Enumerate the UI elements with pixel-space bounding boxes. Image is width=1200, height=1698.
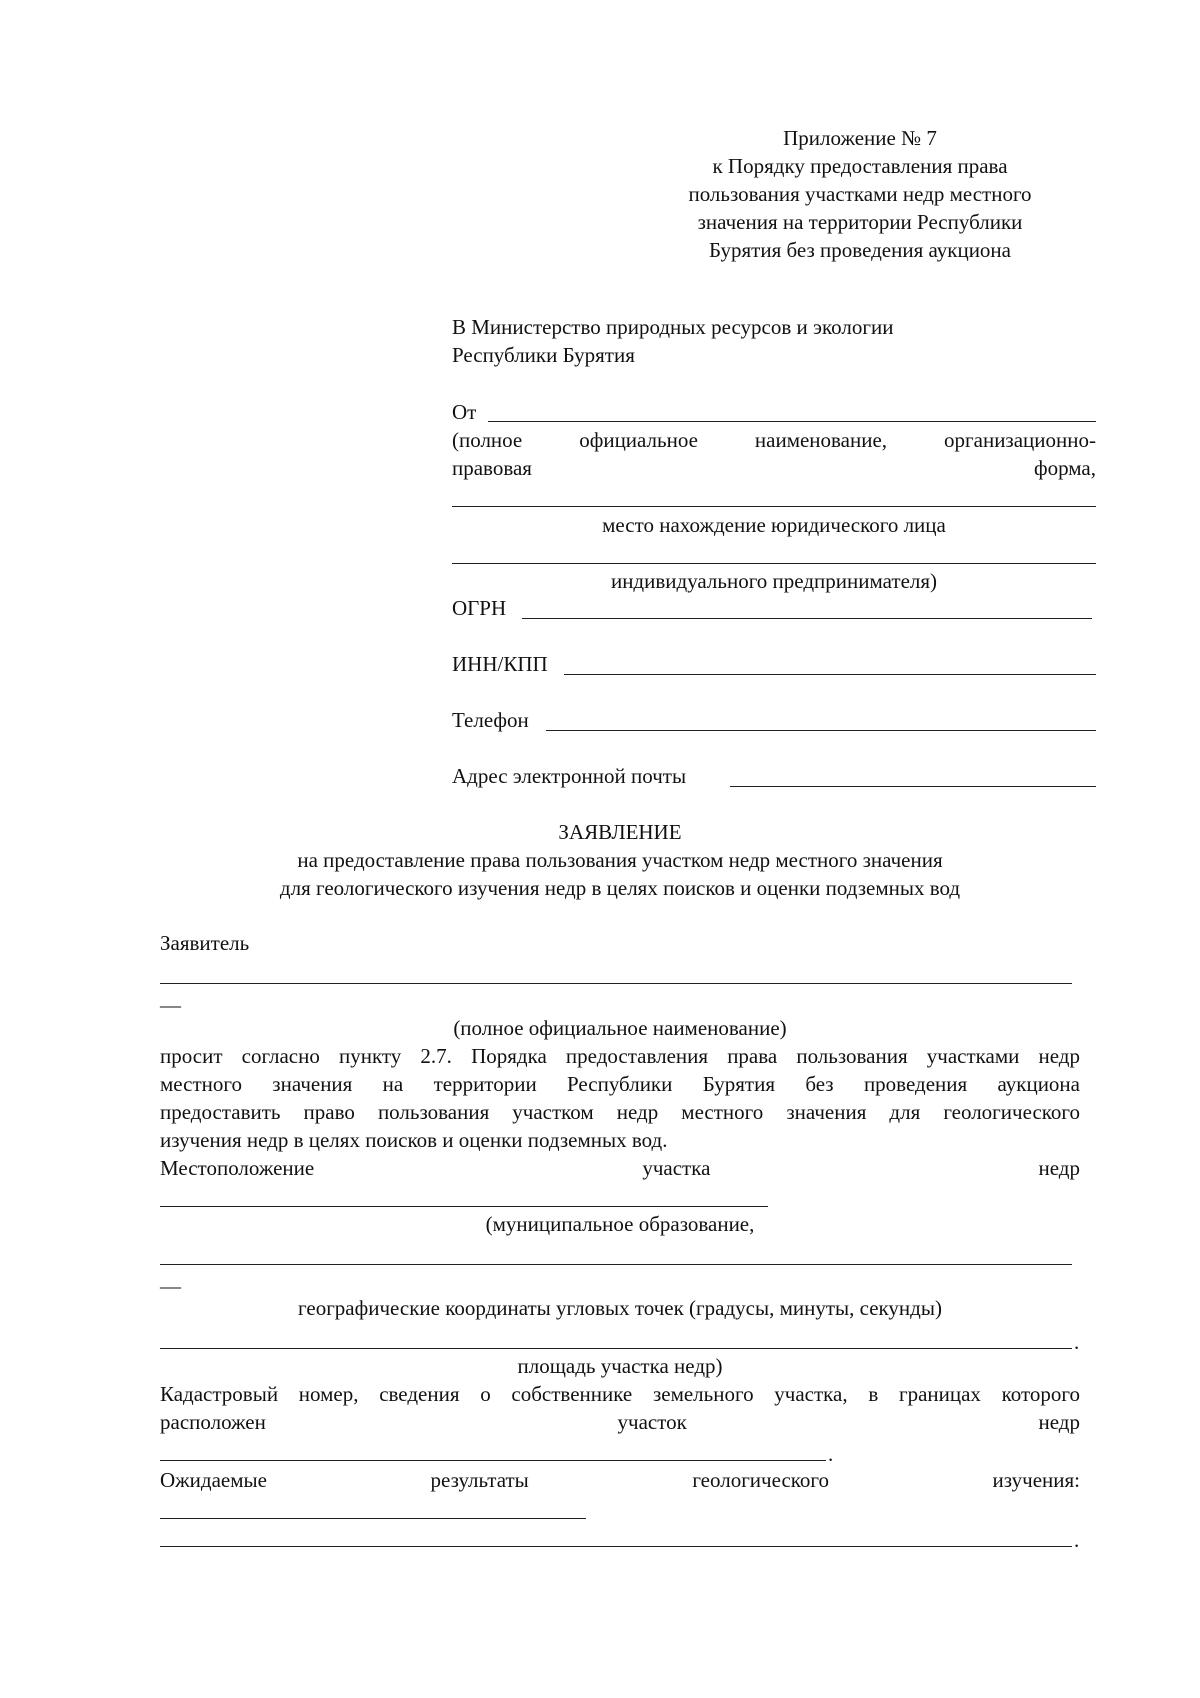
caption-word: официальное	[579, 428, 698, 452]
caption-word: (полное	[452, 428, 523, 452]
request-line: местного значения на территории Республики Бурятия без проведения аукциона	[160, 1072, 1080, 1096]
appendix-line: Бурятия без проведения аукциона	[708, 238, 1011, 262]
request-line: предоставить право пользования участком недр местного значения для геологического	[160, 1100, 1080, 1124]
coordinates-caption: географические координаты угловых точек (градусы, минуты, секунды)	[298, 1296, 942, 1320]
phone-label: Телефон	[452, 708, 529, 732]
municipality-caption: (муниципальное образование,	[485, 1212, 755, 1236]
expected-results-heading	[160, 1466, 1080, 1494]
caption-entrepreneur: индивидуального предпринимателя)	[610, 569, 938, 593]
caption-name-form	[452, 426, 1096, 454]
cadastral-line: Кадастровый номер, сведения о собственнике земельного участка, в границах которого	[160, 1382, 1080, 1406]
phone-field[interactable]	[546, 730, 1096, 731]
expected-word: результаты	[430, 1468, 529, 1492]
inn-label: ИНН/КПП	[452, 652, 548, 676]
applicant-field[interactable]	[160, 983, 1072, 984]
location-word: Местоположение	[160, 1156, 315, 1180]
caption-word: организационно-	[944, 428, 1096, 452]
coordinates-field[interactable]	[160, 1348, 1072, 1349]
appendix-line: Приложение № 7	[783, 126, 937, 150]
location-word: участка	[642, 1156, 711, 1180]
period: .	[828, 1442, 834, 1466]
ogrn-label: ОГРН	[452, 596, 507, 620]
cadastral-word: участок	[617, 1410, 687, 1434]
applicant-label: Заявитель	[160, 931, 250, 955]
document-subtitle: на предоставление права пользования участком недр местного значения	[297, 848, 943, 872]
caption-location: место нахождение юридического лица	[602, 513, 946, 537]
area-caption: площадь участка недр)	[517, 1354, 723, 1378]
appendix-block	[600, 124, 1120, 264]
appendix-line: значения на территории Республики	[697, 210, 1023, 234]
email-label: Адрес электронной почты	[452, 764, 687, 788]
document-title: ЗАЯВЛЕНИЕ	[558, 820, 682, 844]
expected-word: Ожидаемые	[160, 1468, 267, 1492]
document-subtitle: для геологического изучения недр в целях поисков и оценки подземных вод	[279, 876, 961, 900]
from-field[interactable]	[488, 421, 1096, 422]
cadastral-word: недр	[1038, 1410, 1080, 1434]
caption-form-line2	[452, 454, 1096, 482]
expected-results-field-2[interactable]	[160, 1546, 1072, 1547]
expected-word: геологического	[692, 1468, 829, 1492]
expected-word: изучения:	[992, 1468, 1080, 1492]
caption-word: форма,	[1033, 456, 1096, 480]
cadastral-line2	[160, 1408, 1080, 1436]
location-field[interactable]	[452, 563, 1096, 564]
addressee-line: В Министерство природных ресурсов и экологии	[452, 315, 894, 339]
ogrn-field[interactable]	[522, 618, 1092, 619]
from-label: От	[452, 400, 477, 424]
caption-word: правовая	[452, 456, 532, 480]
cadastral-field[interactable]	[160, 1460, 826, 1461]
dash: —	[160, 1274, 181, 1298]
caption-word: наименование,	[754, 428, 888, 452]
appendix-line: пользования участками недр местного	[688, 182, 1032, 206]
expected-results-field[interactable]	[160, 1518, 586, 1519]
full-name-caption: (полное официальное наименование)	[453, 1016, 787, 1040]
location-value-field[interactable]	[160, 1206, 768, 1207]
period: .	[1074, 1528, 1080, 1552]
request-line: изучения недр в целях поисков и оценки подземных вод.	[160, 1128, 668, 1152]
legal-form-field[interactable]	[452, 506, 1096, 507]
inn-field[interactable]	[564, 674, 1096, 675]
email-field[interactable]	[730, 786, 1096, 787]
location-word: недр	[1038, 1156, 1080, 1180]
dash: —	[160, 993, 181, 1017]
addressee-line: Республики Бурятия	[452, 343, 635, 367]
period: .	[1074, 1330, 1080, 1354]
cadastral-word: расположен	[160, 1410, 266, 1434]
location-heading	[160, 1154, 1080, 1182]
request-line: просит согласно пункту 2.7. Порядка предоставления права пользования участками недр	[160, 1044, 1080, 1068]
appendix-line: к Порядку предоставления права	[712, 154, 1008, 178]
municipality-field[interactable]	[160, 1264, 1072, 1265]
